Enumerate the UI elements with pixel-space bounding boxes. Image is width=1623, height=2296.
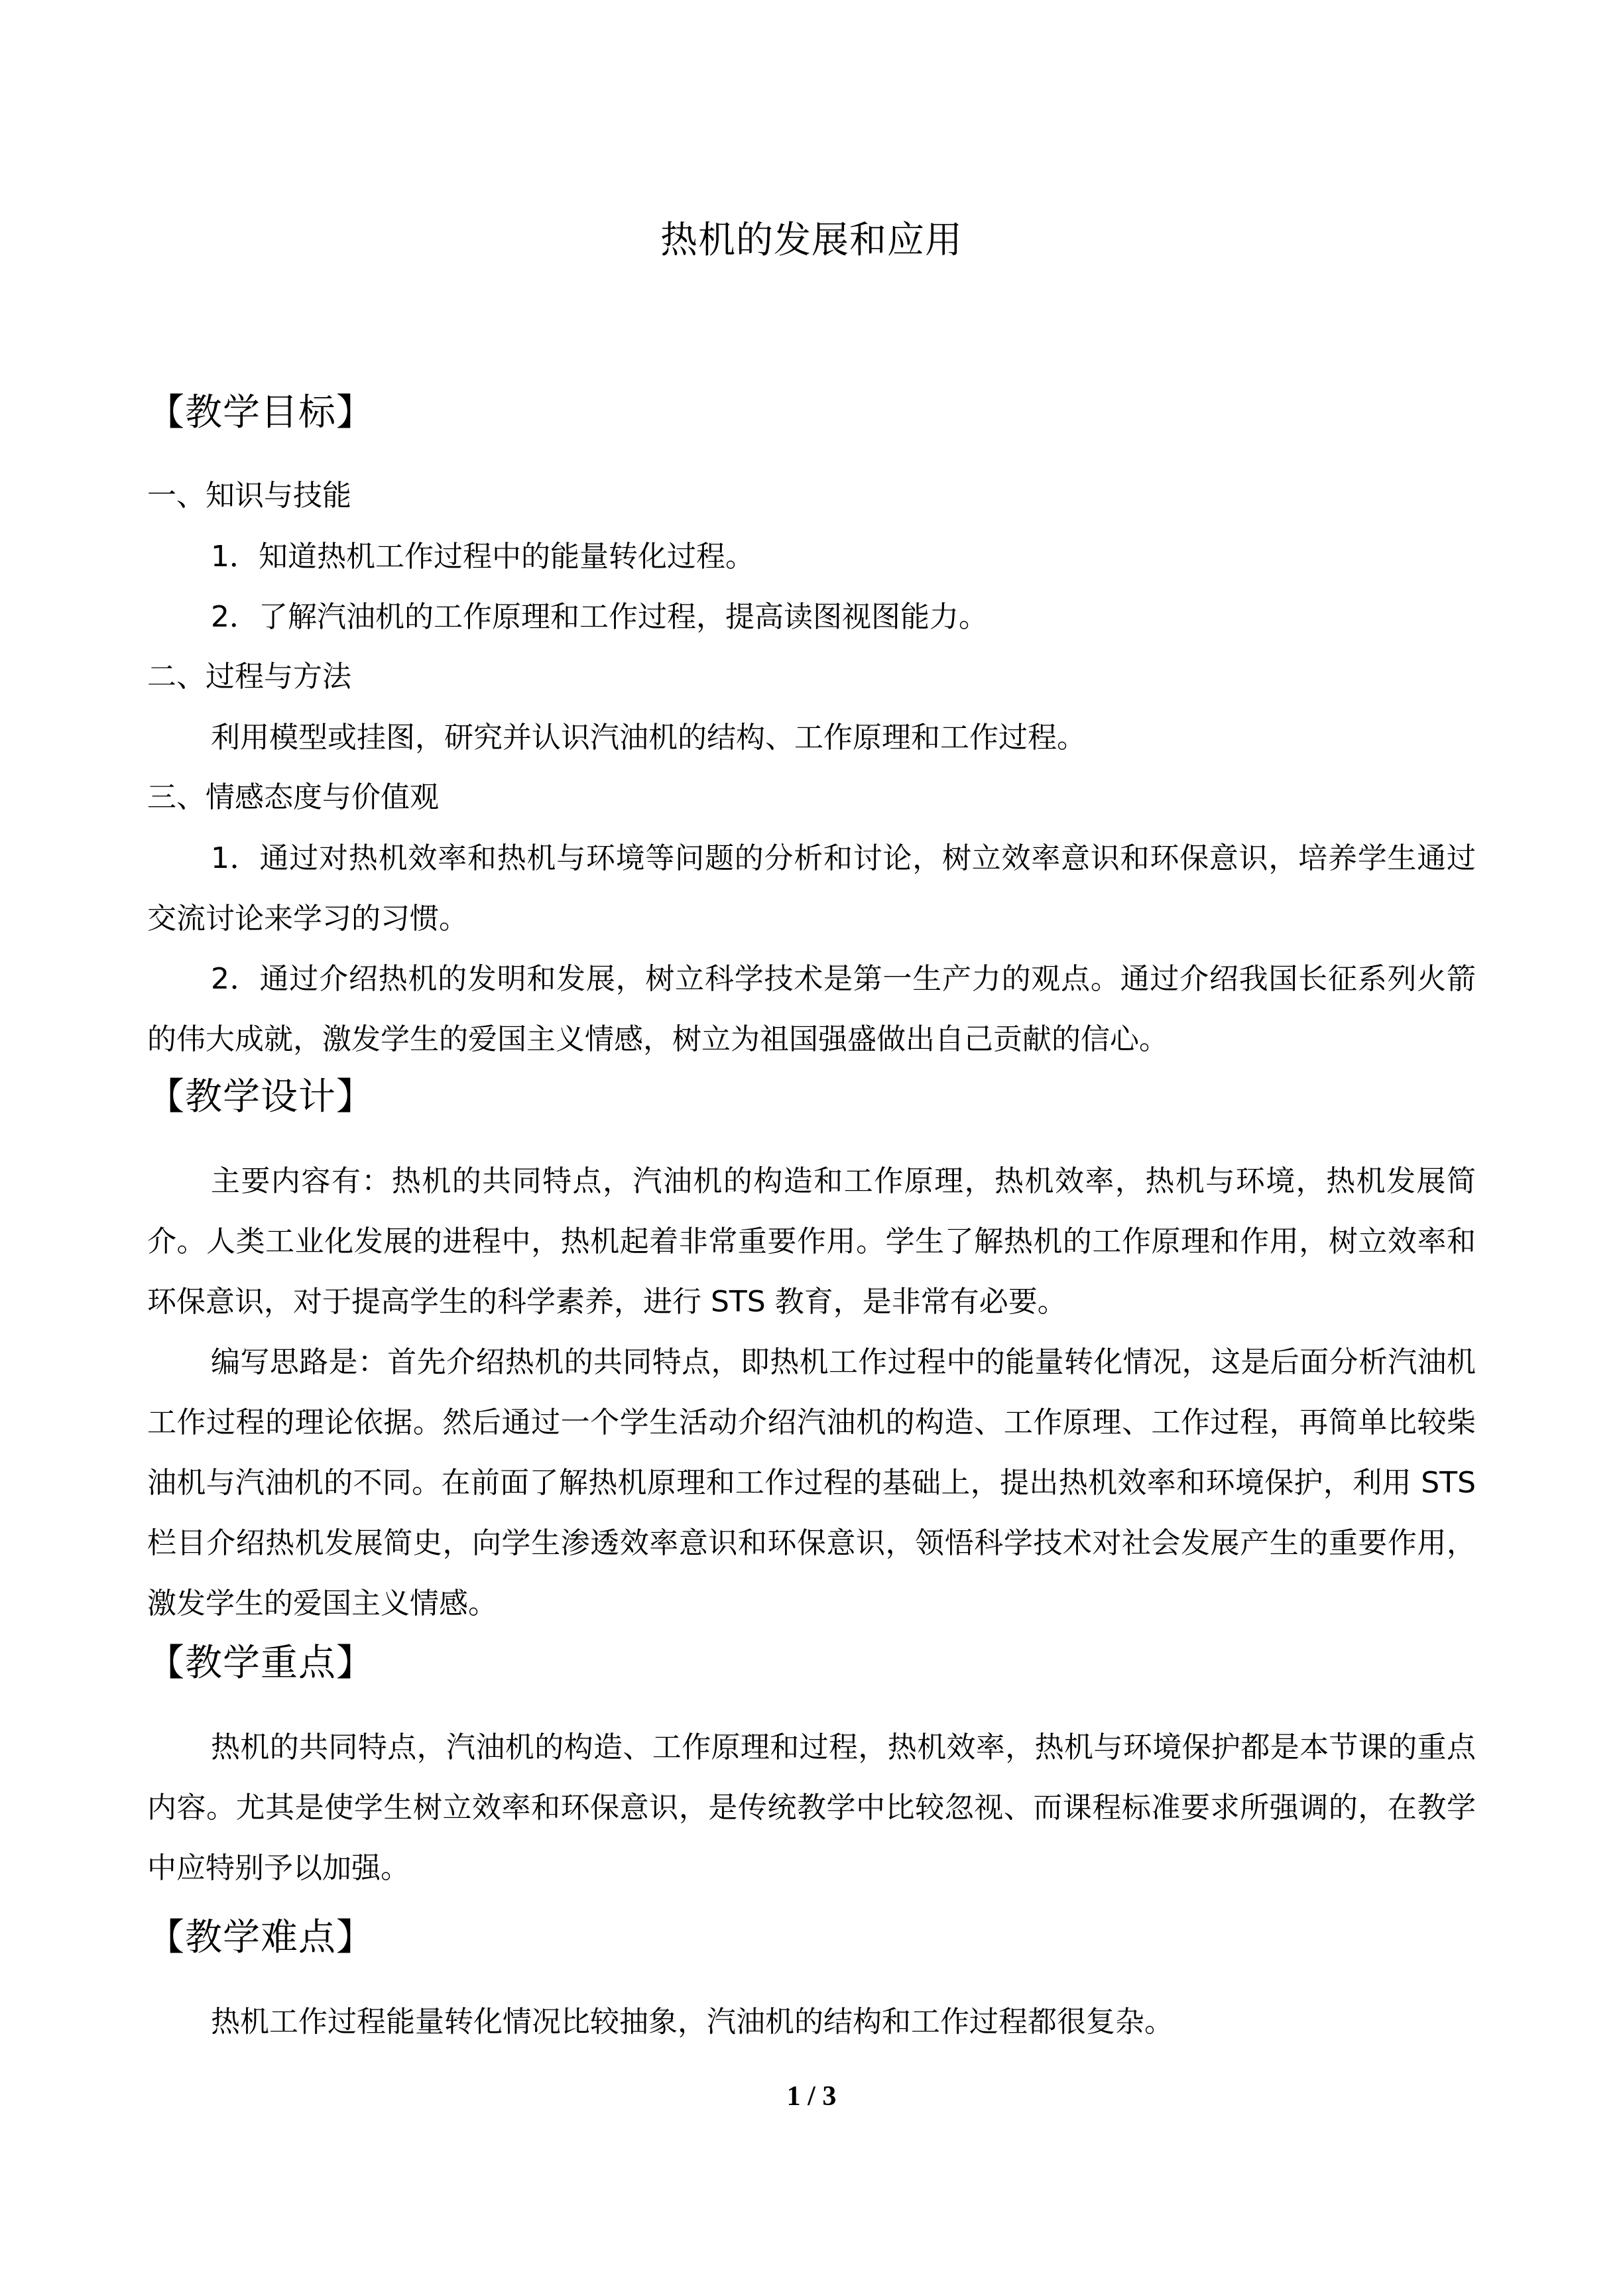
- emotion-values-heading: 三、情感态度与价值观: [147, 780, 439, 814]
- difficulties-heading: 【教学难点】: [147, 1916, 374, 1959]
- knowledge-skills-heading: 一、知识与技能: [147, 479, 351, 513]
- difficulties-paragraph: 热机工作过程能量转化情况比较抽象，汽油机的结构和工作过程都很复杂。: [211, 2005, 1173, 2039]
- emotion-item-1: 1．通过对热机效率和热机与环境等问题的分析和讨论，树立效率意识和环保意识，培养学生通过交流讨论来学习的习惯。: [147, 841, 1476, 936]
- emotion-item-2: 2．通过介绍热机的发明和发展，树立科学技术是第一生产力的观点。通过介绍我国长征系列火箭的伟大成就，激发学生的爱国主义情感，树立为祖国强盛做出自己贡献的信心。: [147, 962, 1476, 1056]
- key-points-heading: 【教学重点】: [147, 1642, 374, 1685]
- process-method-heading: 二、过程与方法: [147, 660, 351, 694]
- process-item-1: 利用模型或挂图，研究并认识汽油机的结构、工作原理和工作过程。: [211, 721, 1086, 755]
- design-paragraph-2: 编写思路是：首先介绍热机的共同特点，即热机工作过程中的能量转化情况，这是后面分析汽油机工作过程的理论依据。然后通过一个学生活动介绍汽油机的构造、工作原理、工作过程，再简单比较柴油机与汽油机的不同。在前面了解热机原理和工作过程的基础上，提出热机效率和环境保护，利用 STS 栏目介绍热机发展简史，向学生渗透效率意识和环保意识，领悟科学技术对社会发展产生的重要作用，激发学生的爱国主义情感。: [147, 1345, 1476, 1620]
- design-paragraph-1: 主要内容有：热机的共同特点，汽油机的构造和工作原理，热机效率，热机与环境，热机发展简介。人类工业化发展的进程中，热机起着非常重要作用。学生了解热机的工作原理和作用，树立效率和环保意识，对于提高学生的科学素养，进行 STS 教育，是非常有必要。: [147, 1164, 1476, 1319]
- page-number: 1 / 3: [786, 2081, 837, 2112]
- page-title: 热机的发展和应用: [660, 219, 963, 262]
- key-points-paragraph: 热机的共同特点，汽油机的构造、工作原理和过程，热机效率，热机与环境保护都是本节课的重点内容。尤其是使学生树立效率和环保意识，是传统教学中比较忽视、而课程标准要求所强调的，在教学中应特别予以加强。: [147, 1730, 1476, 1885]
- knowledge-item-2: 2．了解汽油机的工作原理和工作过程，提高读图视图能力。: [211, 600, 988, 634]
- design-heading: 【教学设计】: [147, 1075, 374, 1118]
- objectives-heading: 【教学目标】: [147, 391, 374, 434]
- knowledge-item-1: 1．知道热机工作过程中的能量转化过程。: [211, 540, 754, 574]
